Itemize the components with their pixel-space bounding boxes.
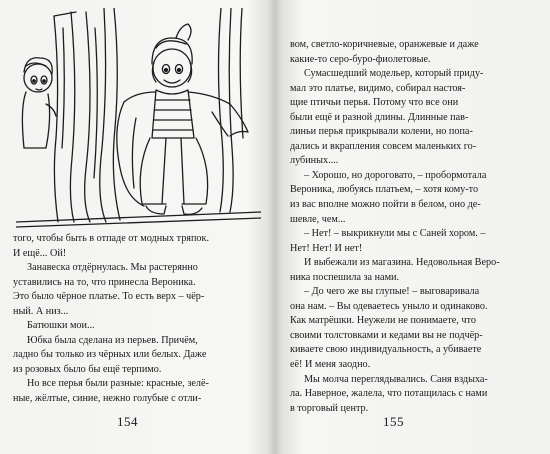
text-line: уставились на то, что принесла Вероника. — [13, 276, 196, 288]
text-line: дались и вкрапления совсем маленьких го- — [290, 140, 477, 152]
text-line: Вероника, любуясь платьем, – хотя кому-то — [290, 184, 479, 196]
text-line: она нам. – Вы одеваетесь уныло и одинаково. — [290, 300, 488, 312]
text-line: И выбежали из магазина. Недовольная Веро- — [304, 257, 500, 269]
text-line: И ещё... Ой! — [13, 247, 67, 259]
text-line: шевле, чем... — [290, 213, 346, 225]
page-number-right: 155 — [383, 414, 404, 429]
text-line: Это было чёрное платье. То есть верх – чёр- — [13, 291, 205, 303]
text-line: в торговый центр. — [290, 402, 369, 414]
text-line: ла. Наверное, жалела, что потащилась с нами — [290, 388, 488, 400]
text-line: Юбка была сделана из перьев. Причём, — [27, 334, 198, 346]
text-line: своими толстовками и кедами вы не подчёр- — [290, 329, 483, 341]
text-line: были ещё и разной длины. Длинные пав- — [290, 111, 469, 123]
text-line: из розовых было бы ещё терпимо. — [13, 363, 162, 375]
text-line: ный. А низ... — [13, 305, 69, 317]
text-line: лубиных.... — [290, 155, 339, 167]
text-line: Как матрёшки. Неужели не понимаете, что — [290, 315, 476, 327]
text-line: ника поспешила за нами. — [290, 271, 400, 283]
text-line: вом, светло-коричневые, оранжевые и даже — [290, 39, 479, 50]
text-line: Но все перья были разные: красные, зелё- — [27, 378, 209, 390]
text-line: Мы молча переглядывались. Саня вздыха- — [304, 373, 488, 385]
text-line: Нет! Нет! И нет! — [290, 242, 363, 254]
text-line: Батюшки мои... — [27, 320, 95, 332]
text-line: – Нет! – выкрикнули мы с Саней хором. – — [304, 228, 486, 240]
text-line: ные, жёлтые, синие, нежно голубые с отли- — [13, 393, 202, 405]
text-line: Сумасшедший модельер, который приду- — [304, 68, 484, 80]
text-line: мал это платье, видимо, собирал настоя- — [290, 82, 466, 94]
right-page — [276, 0, 550, 454]
page-number-left: 154 — [117, 414, 138, 429]
text-line: того, чтобы быть в отпаде от модных тряпок. — [13, 233, 210, 244]
text-line: ладно бы только из чёрных или белых. Даже — [13, 349, 207, 361]
text-line: из вас вполне можно пойти в белом, оно де- — [290, 199, 481, 211]
text-line: – До чего же вы глупые! – выговаривала — [304, 286, 480, 298]
text-line: киваете свою индивидуальность, а убиваете — [290, 344, 482, 356]
text-line: её! И меня заодно. — [290, 359, 371, 371]
right-page-text — [290, 38, 542, 416]
left-page-text — [13, 232, 263, 407]
illustration-girls-fitting-room — [16, 8, 261, 230]
text-line: щие птичьи перья. Потому что все они — [290, 97, 459, 109]
text-line: линьи перья прикрывали колени, но попа- — [290, 126, 473, 138]
left-page — [0, 0, 274, 454]
text-line: какие-то серо-буро-фиолетовые. — [290, 53, 431, 65]
text-line: Занавеска отдёрнулась. Мы растерянно — [27, 262, 198, 274]
text-line: – Хорошо, но дороговато, – пробормотала — [304, 169, 487, 181]
